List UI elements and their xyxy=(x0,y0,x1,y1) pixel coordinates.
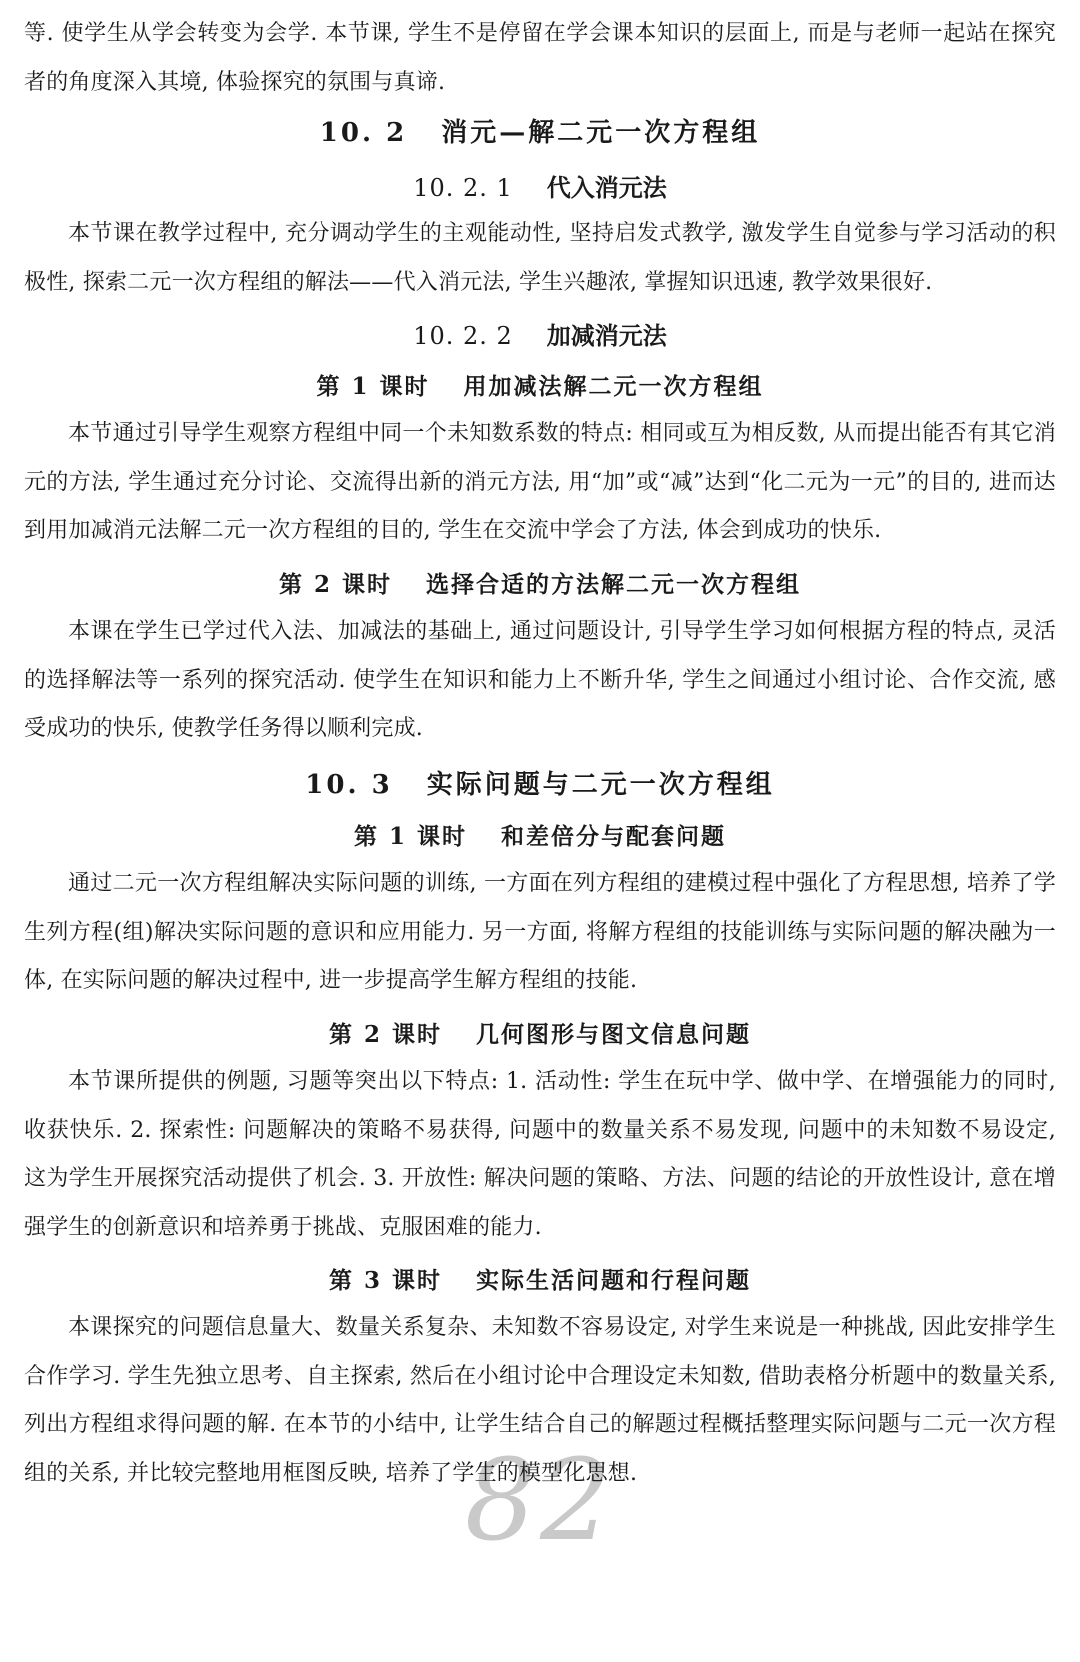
lesson-label: 第 2 课时 xyxy=(278,571,393,598)
paragraph-10-3-lesson3: 本课探究的问题信息量大、数量关系复杂、未知数不容易设定, 对学生来说是一种挑战, 因此安排学生合作学习. 学生先独立思考、自主探索, 然后在小组讨论中合理设定未知数, 借助表格分析题中的数量关系, 列出方程组求得问题的解. 在本节的小结中, 让学生结合自己的解题过程概括整理实际问题与二元一次方程组的关系, 并比较完整地用框图反映, 培养了学生的模型化思想. xyxy=(24,1315,1056,1486)
intro-paragraph: 等. 使学生从学会转变为会学. 本节课, 学生不是停留在学会课本知识的层面上, 而是与老师一起站在探究者的角度深入其境, 体验探究的氛围与真谛. xyxy=(24,21,1056,95)
subsection-heading-10-2-1 xyxy=(0,168,1080,203)
section-number: 10. 2 xyxy=(319,118,408,148)
lesson-label: 第 1 课时 xyxy=(316,373,430,400)
section-heading-10-3 xyxy=(0,764,1080,801)
lesson-heading-10-2-2-2 xyxy=(0,566,1080,599)
paragraph-10-3-lesson2: 本节课所提供的例题, 习题等突出以下特点: 1. 活动性: 学生在玩中学、做中学、在增强能力的同时, 收获快乐. 2. 探索性: 问题解决的策略不易获得, 问题中的数量关系不易发现, 问题中的未知数不易设定, 这为学生开展探究活动提供了机会. 3. 开放性: 解决问题的策略、方法、问题的结论的开放性设计, 意在增强学生的创新意识和培养勇于挑战、克服困难的能力. xyxy=(24,1069,1056,1240)
paragraph-10-2-2-lesson2: 本课在学生已学过代入法、加减法的基础上, 通过问题设计, 引导学生学习如何根据方程的特点, 灵活的选择解法等一系列的探究活动. 使学生在知识和能力上不断升华, 学生之间通过小组讨论、合作交流, 感受成功的快乐, 使教学任务得以顺利完成. xyxy=(24,619,1056,741)
subsection-title: 代入消元法 xyxy=(546,174,667,202)
lesson-title: 选择合适的方法解二元一次方程组 xyxy=(426,571,802,598)
lesson-heading-10-3-1 xyxy=(0,818,1080,851)
paragraph-10-3-lesson1: 通过二元一次方程组解决实际问题的训练, 一方面在列方程组的建模过程中强化了方程思想, 培养了学生列方程(组)解决实际问题的意识和应用能力. 另一方面, 将解方程组的技能训练与实际问题的解决融为一体, 在实际问题的解决过程中, 进一步提高学生解方程组的技能. xyxy=(24,871,1056,993)
page-number-watermark: 82 xyxy=(464,1436,616,1566)
lesson-heading-10-3-3 xyxy=(0,1262,1080,1295)
lesson-title: 实际生活问题和行程问题 xyxy=(476,1267,752,1294)
lesson-title: 和差倍分与配套问题 xyxy=(501,823,727,850)
lesson-title: 几何图形与图文信息问题 xyxy=(476,1021,752,1048)
section-number: 10. 3 xyxy=(305,770,393,800)
subsection-number: 10. 2. 2 xyxy=(413,322,513,350)
paragraph-10-2-2-lesson1: 本节通过引导学生观察方程组中同一个未知数系数的特点: 相同或互为相反数, 从而提出能否有其它消元的方法, 学生通过充分讨论、交流得出新的消元方法, 用“加”或“减”达到“化二元为一元”的目的, 进而达到用加减消元法解二元一次方程组的目的, 学生在交流中学会了方法, 体会到成功的快乐. xyxy=(24,421,1056,543)
subsection-title: 加减消元法 xyxy=(546,322,667,350)
lesson-label: 第 3 课时 xyxy=(328,1267,443,1294)
section-heading-10-2 xyxy=(0,112,1080,149)
section-title: 实际问题与二元一次方程组 xyxy=(426,770,775,800)
lesson-label: 第 1 课时 xyxy=(353,823,468,850)
subsection-number: 10. 2. 1 xyxy=(413,174,513,202)
subsection-heading-10-2-2 xyxy=(0,316,1080,351)
lesson-heading-10-2-2-1 xyxy=(0,368,1080,401)
section-title: 消元—解二元一次方程组 xyxy=(441,118,761,148)
lesson-heading-10-3-2 xyxy=(0,1016,1080,1049)
lesson-title: 用加减法解二元一次方程组 xyxy=(463,373,764,400)
paragraph-10-2-1: 本节课在教学过程中, 充分调动学生的主观能动性, 坚持启发式教学, 激发学生自觉参与学习活动的积极性, 探索二元一次方程组的解法——代入消元法, 学生兴趣浓, 掌握知识迅速, 教学效果很好. xyxy=(24,221,1056,295)
lesson-label: 第 2 课时 xyxy=(328,1021,443,1048)
